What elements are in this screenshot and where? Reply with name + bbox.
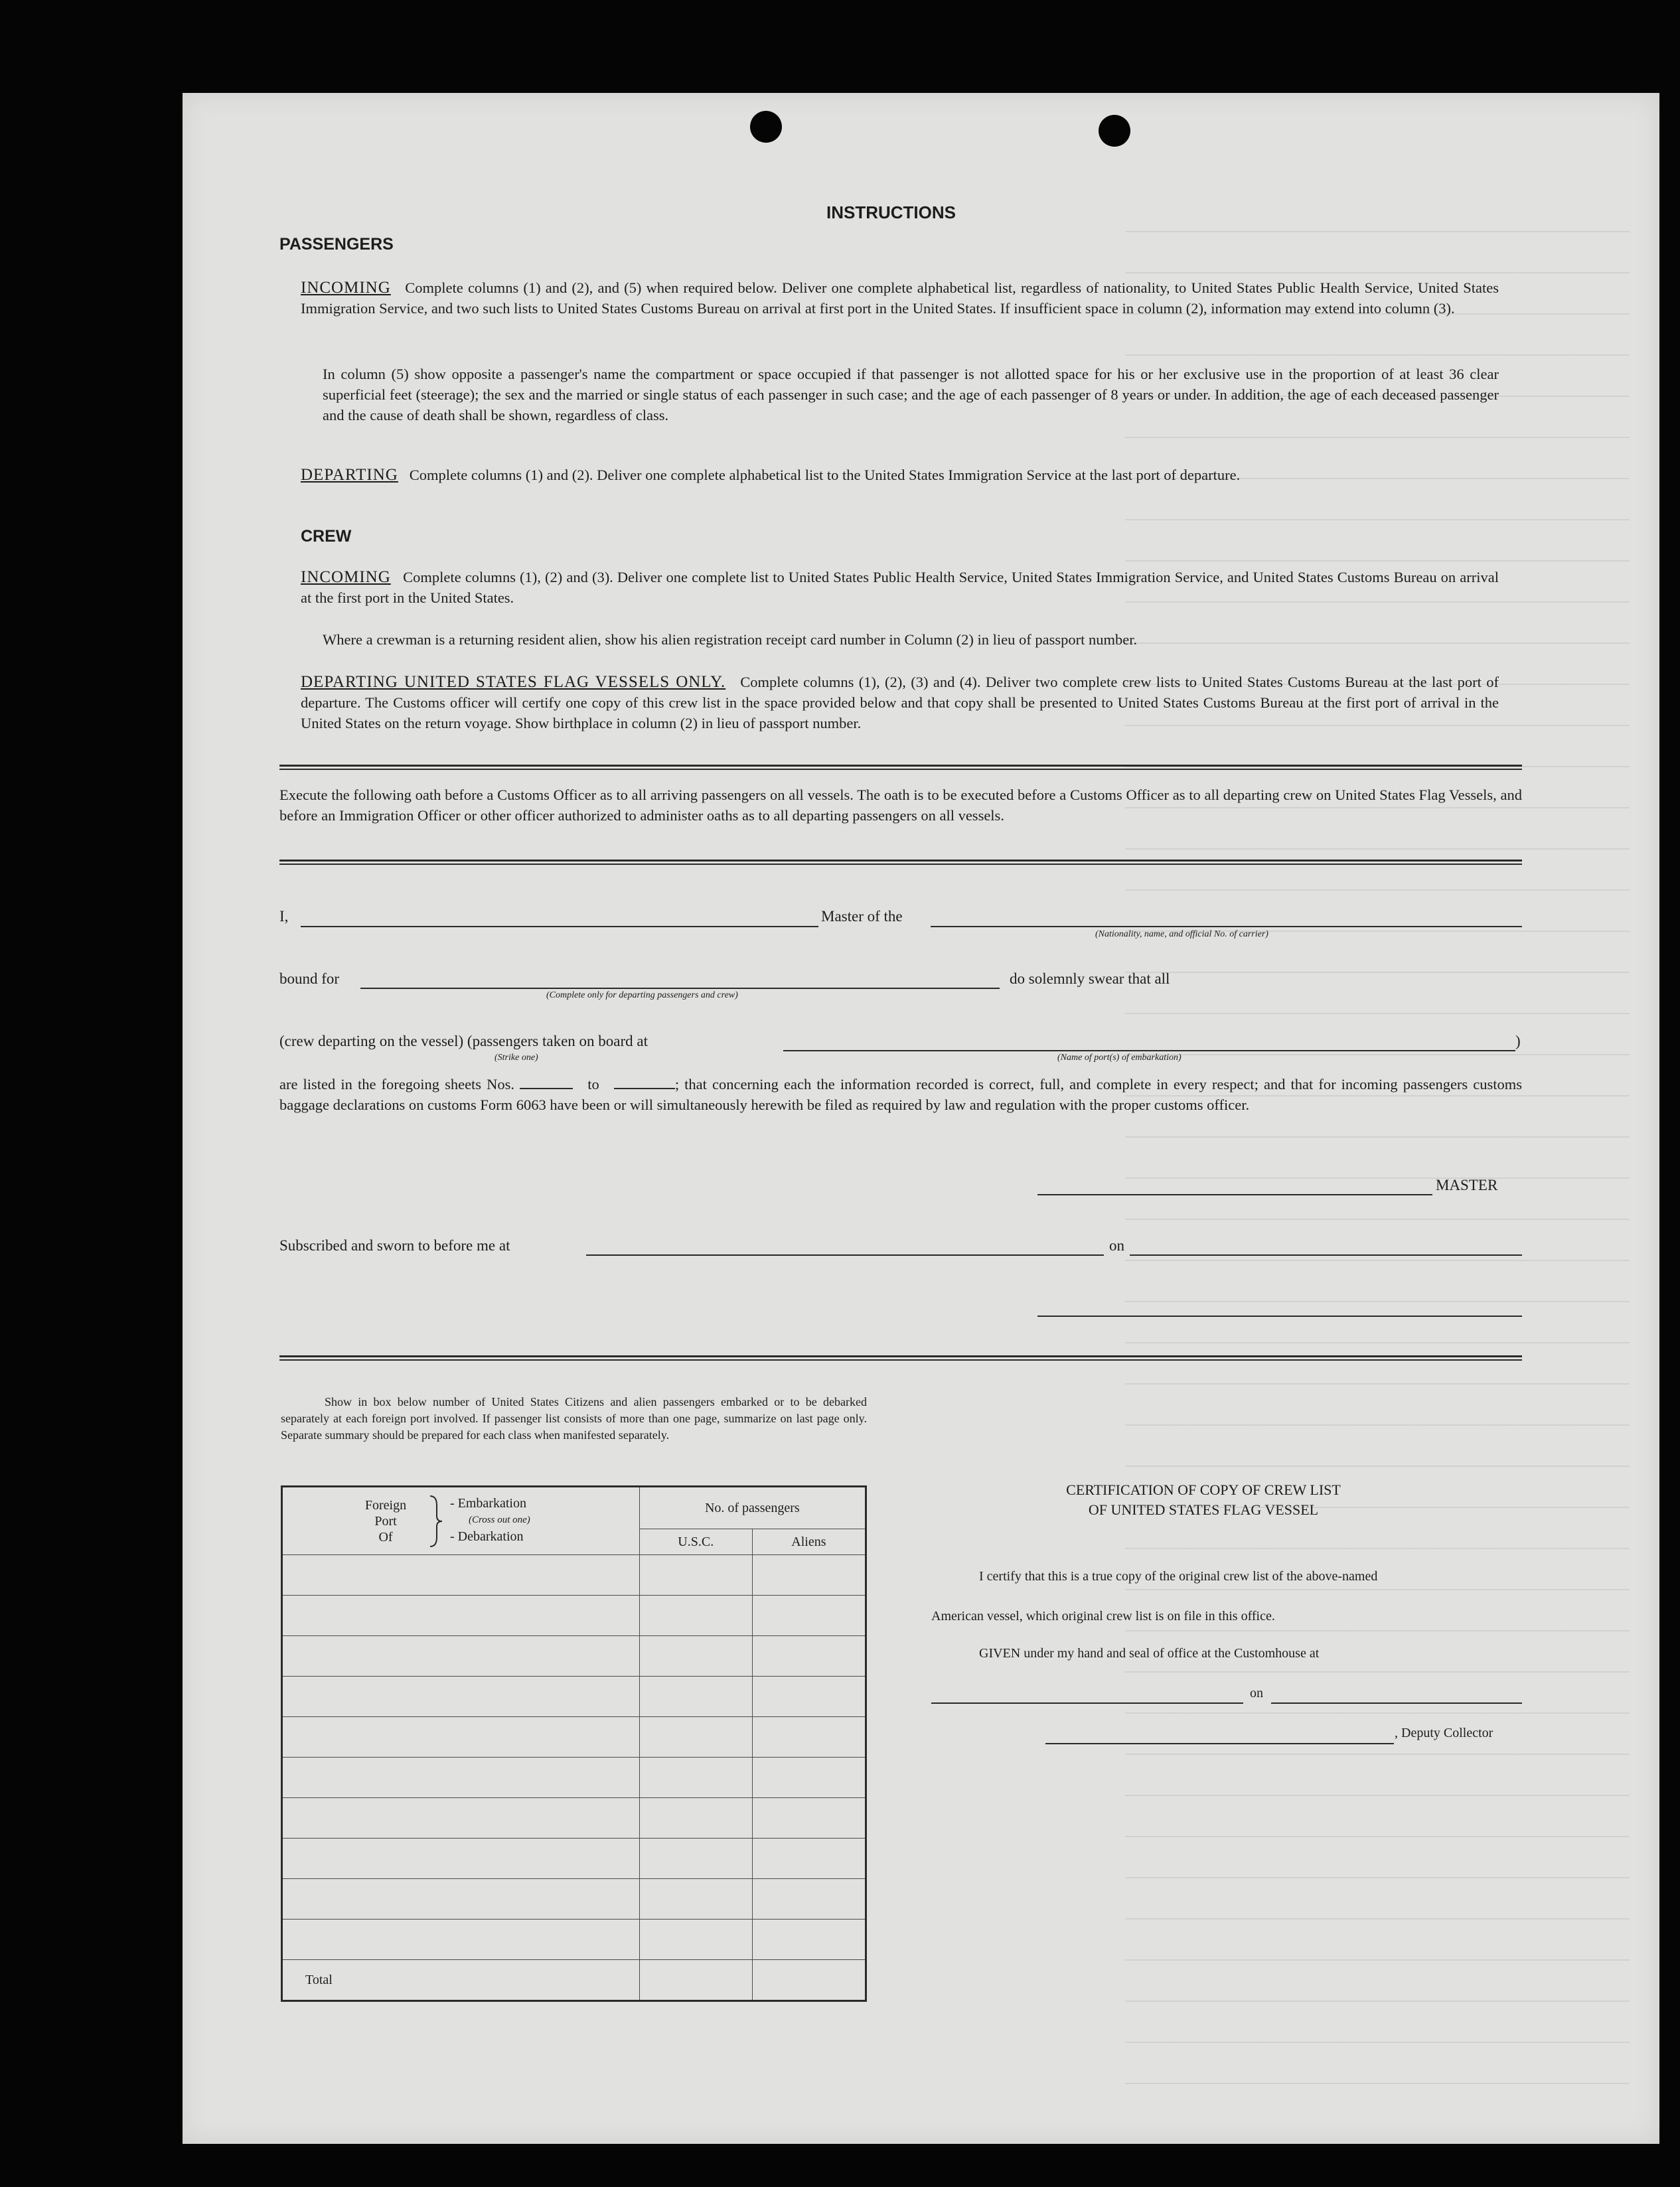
aliens-cell[interactable] bbox=[752, 1636, 866, 1677]
divider-upper bbox=[279, 765, 1522, 770]
port-label-foreign: Foreign bbox=[364, 1497, 407, 1513]
subscribed-date-field[interactable] bbox=[1130, 1254, 1522, 1256]
certification-on-label: on bbox=[1250, 1686, 1263, 1700]
usc-cell[interactable] bbox=[639, 1758, 752, 1798]
passenger-summary-table bbox=[281, 1485, 867, 2002]
table-row bbox=[282, 1839, 866, 1879]
total-row bbox=[282, 1960, 866, 2001]
master-signature-field[interactable] bbox=[1037, 1194, 1432, 1195]
aliens-cell[interactable] bbox=[752, 1596, 866, 1636]
passengers-incoming-section bbox=[301, 277, 1499, 319]
crew-incoming-tag: INCOMING bbox=[301, 568, 391, 586]
crew-departing-text: Complete columns (1), (2), (3) and (4). Deliver two complete crew lists to United States Customs Bureau at the last port of departure. The Customs officer will certify one copy of this crew list in the space provided below and that copy shall be presented to United States Customs Bureau at the first port of arrival in the United States on the return voyage. Show birthplace in column (2) in lieu of passport number. bbox=[301, 674, 1499, 731]
officer-signature-field[interactable] bbox=[1037, 1316, 1522, 1317]
close-paren: ) bbox=[1515, 1033, 1521, 1049]
punch-hole-right bbox=[1099, 115, 1130, 147]
usc-cell[interactable] bbox=[639, 1555, 752, 1596]
passengers-column5-text: In column (5) show opposite a passenger's name the compartment or space occupied if that passenger is not allotted space for his or her exclusive use in the proportion of at least 36 clear superficial feet (steerage); the sex and the married or single status of each passenger in such case; and the age of each passenger of 8 years or under. In addition, the age of each deceased passenger and the cause of death shall be shown, regardless of class. bbox=[323, 366, 1499, 423]
form-page bbox=[183, 93, 1659, 2144]
subscribed-label: Subscribed and sworn to before me at bbox=[279, 1237, 510, 1254]
divider-lower bbox=[279, 1355, 1522, 1361]
certification-date-field[interactable] bbox=[1271, 1702, 1522, 1704]
divider-oath bbox=[279, 860, 1522, 865]
no-passengers-header: No. of passengers bbox=[639, 1487, 866, 1529]
page-title: INSTRUCTIONS bbox=[826, 202, 956, 222]
master-label: MASTER bbox=[1436, 1177, 1498, 1193]
certification-title-line-2: OF UNITED STATES FLAG VESSEL bbox=[1088, 1501, 1319, 1518]
table-row bbox=[282, 1879, 866, 1920]
port-cell[interactable] bbox=[282, 1555, 640, 1596]
cross-out-note: (Cross out one) bbox=[469, 1514, 530, 1525]
crew-departing-tag: DEPARTING UNITED STATES FLAG VESSELS ONLY. bbox=[301, 673, 726, 691]
embark-caption: (Name of port(s) of embarkation) bbox=[1057, 1053, 1182, 1063]
usc-cell[interactable] bbox=[639, 1798, 752, 1839]
usc-cell[interactable] bbox=[639, 1920, 752, 1960]
port-label-port: Port bbox=[374, 1513, 397, 1529]
crew-departing-section bbox=[301, 672, 1499, 733]
table-row bbox=[282, 1555, 866, 1596]
bound-for-field[interactable] bbox=[360, 988, 1000, 989]
usc-cell[interactable] bbox=[639, 1717, 752, 1758]
port-cell[interactable] bbox=[282, 1596, 640, 1636]
usc-cell[interactable] bbox=[639, 1879, 752, 1920]
table-row bbox=[282, 1636, 866, 1677]
punch-hole-left bbox=[750, 111, 782, 143]
certification-line-2: American vessel, which original crew list is on file in this office. bbox=[931, 1609, 1275, 1623]
passengers-incoming-text: Complete columns (1) and (2), and (5) when required below. Deliver one complete alphabetical list, regardless of nationality, to United States Public Health Service, United States Immigration Service, and two such lists to United States Customs Bureau on arrival at first port in the United States. If insufficient space in column (2), information may extend into column (3). bbox=[301, 279, 1499, 317]
port-label-of: Of bbox=[378, 1529, 393, 1545]
aliens-cell[interactable] bbox=[752, 1677, 866, 1717]
aliens-cell[interactable] bbox=[752, 1879, 866, 1920]
subscribed-on-label: on bbox=[1109, 1237, 1124, 1254]
swear-label: do solemnly swear that all bbox=[1010, 970, 1170, 987]
table-row bbox=[282, 1758, 866, 1798]
table-row bbox=[282, 1798, 866, 1839]
usc-cell[interactable] bbox=[639, 1839, 752, 1879]
debarkation-option[interactable]: - Debarkation bbox=[450, 1529, 524, 1544]
oath-intro: Execute the following oath before a Customs Officer as to all arriving passengers on all vessels. The oath is to be executed before a Customs Officer as to all departing crew on United States Flag Vessels, and before an Immigration Officer or other officer authorized to administer oaths as to all departing passengers on all vessels. bbox=[279, 787, 1522, 824]
certification-line-3: GIVEN under my hand and seal of office at the Customhouse at bbox=[979, 1646, 1320, 1661]
carrier-field[interactable] bbox=[931, 926, 1522, 927]
subscribed-place-field[interactable] bbox=[586, 1254, 1104, 1256]
aliens-header: Aliens bbox=[752, 1529, 866, 1555]
oath-i-label: I, bbox=[279, 908, 289, 925]
aliens-cell[interactable] bbox=[752, 1798, 866, 1839]
port-cell[interactable] bbox=[282, 1758, 640, 1798]
certification-line-1: I certify that this is a true copy of the original crew list of the above-named bbox=[979, 1569, 1378, 1584]
port-cell[interactable] bbox=[282, 1920, 640, 1960]
master-of-label: Master of the bbox=[821, 908, 903, 925]
listed-prefix: are listed in the foregoing sheets Nos. bbox=[279, 1076, 515, 1093]
deputy-collector-field[interactable] bbox=[1045, 1743, 1394, 1744]
table-row bbox=[282, 1677, 866, 1717]
certification-title bbox=[971, 1480, 1436, 1520]
usc-header: U.S.C. bbox=[639, 1529, 752, 1555]
embarkation-port-field[interactable] bbox=[783, 1050, 1515, 1051]
summary-intro: Show in box below number of United States Citizens and alien passengers embarked or to be debarked separately at each foreign port involved. If passenger list consists of more than one page, summarize on last page only. Separate summary should be prepared for each class when manifested separately. bbox=[281, 1395, 867, 1442]
port-header-cell bbox=[282, 1487, 640, 1555]
aliens-cell[interactable] bbox=[752, 1717, 866, 1758]
brace-icon bbox=[427, 1495, 445, 1548]
aliens-cell[interactable] bbox=[752, 1839, 866, 1879]
aliens-cell[interactable] bbox=[752, 1555, 866, 1596]
usc-cell[interactable] bbox=[639, 1596, 752, 1636]
listed-text: ; that concerning each the information recorded is correct, full, and complete in every respect; and that for incoming passengers customs baggage declarations on customs Form 6063 have been or will simultaneously herewith be filed as required by law and regulation with the proper customs officer. bbox=[279, 1076, 1523, 1113]
strike-caption: (Strike one) bbox=[495, 1053, 538, 1063]
passengers-departing-text: Complete columns (1) and (2). Deliver one complete alphabetical list to the United States Immigration Service at the last port of departure. bbox=[409, 467, 1241, 483]
total-aliens-cell[interactable] bbox=[752, 1960, 866, 2001]
port-cell[interactable] bbox=[282, 1839, 640, 1879]
sheet-to-field[interactable] bbox=[614, 1075, 675, 1089]
total-label: Total bbox=[282, 1960, 640, 2001]
crew-heading: CREW bbox=[301, 527, 352, 546]
table-row bbox=[282, 1920, 866, 1960]
bound-caption: (Complete only for departing passengers and crew) bbox=[546, 990, 738, 1000]
usc-cell[interactable] bbox=[639, 1636, 752, 1677]
table-row bbox=[282, 1717, 866, 1758]
port-cell[interactable] bbox=[282, 1798, 640, 1839]
sheet-from-field[interactable] bbox=[520, 1075, 573, 1089]
master-name-field[interactable] bbox=[301, 926, 818, 927]
table-row bbox=[282, 1596, 866, 1636]
deputy-collector-label: , Deputy Collector bbox=[1395, 1726, 1493, 1740]
aliens-cell[interactable] bbox=[752, 1920, 866, 1960]
port-cell[interactable] bbox=[282, 1717, 640, 1758]
embarkation-option[interactable]: - Embarkation bbox=[450, 1495, 526, 1511]
listed-to: to bbox=[587, 1076, 599, 1093]
passengers-heading: PASSENGERS bbox=[279, 235, 394, 254]
crew-incoming-section bbox=[301, 567, 1499, 608]
passengers-departing-tag: DEPARTING bbox=[301, 466, 398, 484]
aliens-cell[interactable] bbox=[752, 1758, 866, 1798]
passengers-incoming-tag: INCOMING bbox=[301, 279, 391, 297]
certification-title-line-1: CERTIFICATION OF COPY OF CREW LIST bbox=[1066, 1481, 1341, 1498]
crew-resident-text: Where a crewman is a returning resident alien, show his alien registration receipt card number in Column (2) in lieu of passport number. bbox=[323, 631, 1138, 648]
crew-passengers-label: (crew departing on the vessel) (passengers taken on board at bbox=[279, 1033, 648, 1049]
passengers-departing-section bbox=[301, 465, 1499, 485]
total-usc-cell[interactable] bbox=[639, 1960, 752, 2001]
customhouse-field[interactable] bbox=[931, 1702, 1243, 1704]
bound-for-label: bound for bbox=[279, 970, 340, 987]
usc-cell[interactable] bbox=[639, 1677, 752, 1717]
port-cell[interactable] bbox=[282, 1677, 640, 1717]
port-cell[interactable] bbox=[282, 1636, 640, 1677]
port-cell[interactable] bbox=[282, 1879, 640, 1920]
listed-statement bbox=[279, 1074, 1522, 1115]
carrier-caption: (Nationality, name, and official No. of carrier) bbox=[1095, 929, 1268, 939]
crew-incoming-text: Complete columns (1), (2) and (3). Deliver one complete list to United States Public Health Service, United States Immigration Service, and United States Customs Bureau on arrival at the first port in the United States. bbox=[301, 569, 1499, 606]
